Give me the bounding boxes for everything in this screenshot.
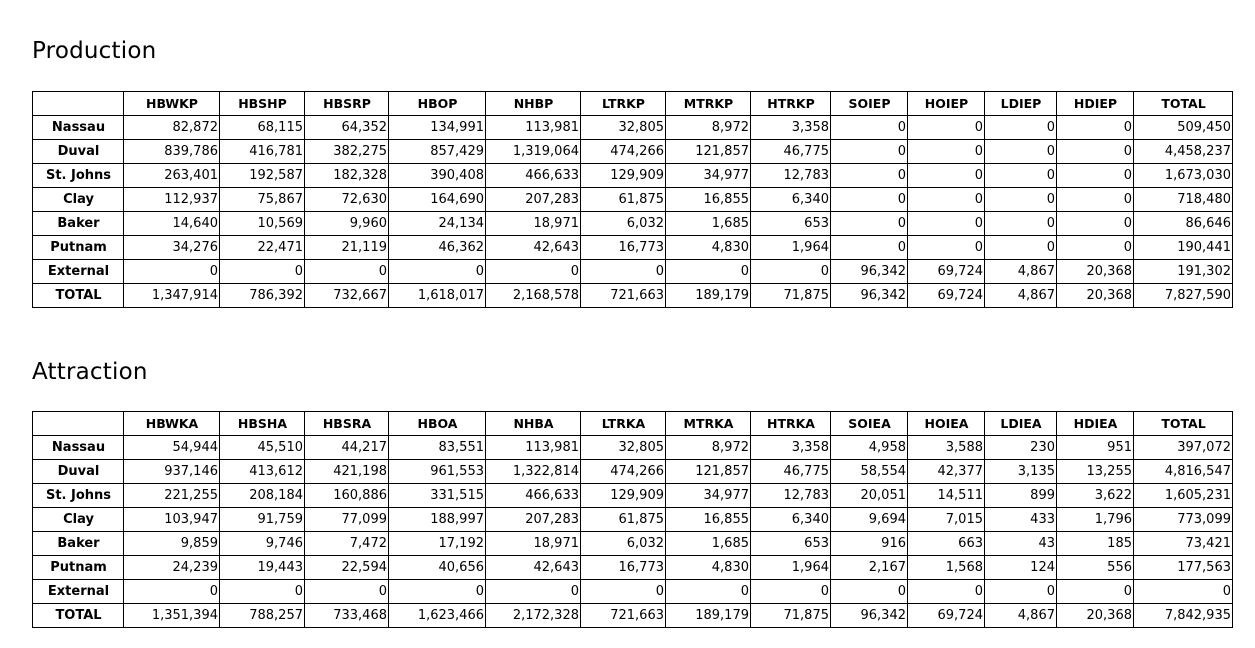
table-cell: 113,981 [486, 436, 581, 460]
table-row [33, 188, 1233, 212]
attraction-title: Attraction [32, 359, 148, 385]
column-header: NHBA [486, 412, 581, 436]
table-cell: 14,640 [124, 212, 220, 236]
table-cell: 721,663 [581, 284, 666, 308]
table-cell: 382,275 [305, 140, 389, 164]
column-header: HTRKP [751, 92, 831, 116]
table-cell: 0 [1057, 164, 1134, 188]
table-cell: 82,872 [124, 116, 220, 140]
table-cell: 42,643 [486, 236, 581, 260]
table-cell: 786,392 [220, 284, 305, 308]
table-cell: 0 [666, 580, 751, 604]
table-cell: 1,605,231 [1134, 484, 1233, 508]
table-cell: 7,842,935 [1134, 604, 1233, 628]
table-row [33, 436, 1233, 460]
column-header: HBSHP [220, 92, 305, 116]
table-cell: 0 [985, 116, 1057, 140]
table-cell: 16,855 [666, 508, 751, 532]
table-cell: 113,981 [486, 116, 581, 140]
table-cell: 0 [1057, 236, 1134, 260]
table-cell: 839,786 [124, 140, 220, 164]
table-row [33, 284, 1233, 308]
table-cell: 397,072 [1134, 436, 1233, 460]
table-cell: 3,622 [1057, 484, 1134, 508]
table-cell: 263,401 [124, 164, 220, 188]
row-label: St. Johns [33, 484, 124, 508]
table-cell: 3,135 [985, 460, 1057, 484]
table-cell: 663 [908, 532, 985, 556]
table-cell: 1,796 [1057, 508, 1134, 532]
column-header: TOTAL [1134, 92, 1233, 116]
table-cell: 1,964 [751, 556, 831, 580]
table-cell: 42,377 [908, 460, 985, 484]
table-cell: 413,612 [220, 460, 305, 484]
table-cell: 733,468 [305, 604, 389, 628]
table-cell: 7,472 [305, 532, 389, 556]
row-label: Putnam [33, 556, 124, 580]
table-cell: 19,443 [220, 556, 305, 580]
table-cell: 230 [985, 436, 1057, 460]
table-cell: 509,450 [1134, 116, 1233, 140]
table-cell: 773,099 [1134, 508, 1233, 532]
table-cell: 0 [908, 140, 985, 164]
table-cell: 3,588 [908, 436, 985, 460]
table-cell: 1,568 [908, 556, 985, 580]
table-row [33, 260, 1233, 284]
table-cell: 68,115 [220, 116, 305, 140]
column-header: NHBP [486, 92, 581, 116]
table-cell: 0 [581, 580, 666, 604]
table-cell: 83,551 [389, 436, 486, 460]
table-cell: 0 [1057, 116, 1134, 140]
table-cell: 0 [220, 260, 305, 284]
table-cell: 4,867 [985, 604, 1057, 628]
table-row [33, 140, 1233, 164]
table-cell: 0 [305, 260, 389, 284]
table-cell: 96,342 [831, 284, 908, 308]
table-cell: 188,997 [389, 508, 486, 532]
table-cell: 32,805 [581, 436, 666, 460]
row-label: External [33, 260, 124, 284]
table-cell: 8,972 [666, 116, 751, 140]
table-cell: 4,816,547 [1134, 460, 1233, 484]
table-cell: 0 [831, 580, 908, 604]
table-cell: 72,630 [305, 188, 389, 212]
table-row [33, 236, 1233, 260]
table-cell: 61,875 [581, 188, 666, 212]
table-cell: 2,167 [831, 556, 908, 580]
table-cell: 4,458,237 [1134, 140, 1233, 164]
table-cell: 7,827,590 [1134, 284, 1233, 308]
table-cell: 77,099 [305, 508, 389, 532]
table-row [33, 212, 1233, 236]
table-cell: 2,172,328 [486, 604, 581, 628]
table-cell: 0 [831, 140, 908, 164]
table-row [33, 532, 1233, 556]
table-row [33, 604, 1233, 628]
column-header: LDIEA [985, 412, 1057, 436]
table-cell: 0 [220, 580, 305, 604]
column-header: TOTAL [1134, 412, 1233, 436]
table-cell: 0 [908, 164, 985, 188]
table-cell: 474,266 [581, 140, 666, 164]
row-label: St. Johns [33, 164, 124, 188]
table-cell: 4,830 [666, 556, 751, 580]
table-cell: 6,340 [751, 508, 831, 532]
column-header: HDIEP [1057, 92, 1134, 116]
column-header: LTRKP [581, 92, 666, 116]
table-cell: 54,944 [124, 436, 220, 460]
table-cell: 0 [751, 580, 831, 604]
row-label: Nassau [33, 116, 124, 140]
table-cell: 0 [908, 116, 985, 140]
table-cell: 1,623,466 [389, 604, 486, 628]
table-cell: 0 [831, 236, 908, 260]
table-cell: 1,685 [666, 532, 751, 556]
table-cell: 4,867 [985, 260, 1057, 284]
table-cell: 96,342 [831, 260, 908, 284]
column-header: HBOA [389, 412, 486, 436]
table-cell: 22,594 [305, 556, 389, 580]
table-cell: 4,830 [666, 236, 751, 260]
column-header: HTRKA [751, 412, 831, 436]
table-cell: 69,724 [908, 604, 985, 628]
column-header: HOIEA [908, 412, 985, 436]
table-cell: 13,255 [1057, 460, 1134, 484]
table-cell: 46,775 [751, 460, 831, 484]
table-cell: 190,441 [1134, 236, 1233, 260]
table-cell: 207,283 [486, 188, 581, 212]
table-cell: 9,960 [305, 212, 389, 236]
table-cell: 129,909 [581, 164, 666, 188]
table-cell: 0 [908, 236, 985, 260]
table-cell: 192,587 [220, 164, 305, 188]
column-header: HBSHA [220, 412, 305, 436]
table-body [33, 436, 1233, 628]
column-header: MTRKP [666, 92, 751, 116]
table-cell: 42,643 [486, 556, 581, 580]
table-cell: 718,480 [1134, 188, 1233, 212]
table-cell: 34,276 [124, 236, 220, 260]
table-cell: 6,032 [581, 532, 666, 556]
table-cell: 0 [985, 140, 1057, 164]
row-label: TOTAL [33, 284, 124, 308]
table-cell: 0 [389, 580, 486, 604]
table-cell: 6,340 [751, 188, 831, 212]
table-cell: 0 [908, 188, 985, 212]
table-cell: 32,805 [581, 116, 666, 140]
table-cell: 0 [486, 260, 581, 284]
table-cell: 45,510 [220, 436, 305, 460]
table-cell: 64,352 [305, 116, 389, 140]
table-cell: 4,958 [831, 436, 908, 460]
table-cell: 0 [908, 212, 985, 236]
table-cell: 951 [1057, 436, 1134, 460]
table-cell: 20,368 [1057, 604, 1134, 628]
table-cell: 177,563 [1134, 556, 1233, 580]
table-cell: 390,408 [389, 164, 486, 188]
table-cell: 1,685 [666, 212, 751, 236]
column-header: LDIEP [985, 92, 1057, 116]
table-cell: 121,857 [666, 460, 751, 484]
table-cell: 24,134 [389, 212, 486, 236]
table-cell: 46,775 [751, 140, 831, 164]
table-cell: 46,362 [389, 236, 486, 260]
table-cell: 24,239 [124, 556, 220, 580]
table-cell: 134,991 [389, 116, 486, 140]
table-cell: 124 [985, 556, 1057, 580]
table-cell: 416,781 [220, 140, 305, 164]
table-cell: 12,783 [751, 164, 831, 188]
table-cell: 160,886 [305, 484, 389, 508]
table-cell: 937,146 [124, 460, 220, 484]
table-cell: 0 [831, 116, 908, 140]
table-cell: 1,618,017 [389, 284, 486, 308]
table-cell: 34,977 [666, 484, 751, 508]
table-cell: 857,429 [389, 140, 486, 164]
column-header: HBOP [389, 92, 486, 116]
table-cell: 0 [751, 260, 831, 284]
corner-header-cell [33, 412, 124, 436]
table-cell: 16,855 [666, 188, 751, 212]
table-cell: 1,347,914 [124, 284, 220, 308]
table-cell: 0 [831, 212, 908, 236]
table-row [33, 116, 1233, 140]
table-cell: 0 [581, 260, 666, 284]
table-cell: 91,759 [220, 508, 305, 532]
table-cell: 0 [1057, 140, 1134, 164]
table-cell: 71,875 [751, 604, 831, 628]
table-cell: 191,302 [1134, 260, 1233, 284]
table-cell: 112,937 [124, 188, 220, 212]
table-cell: 0 [124, 260, 220, 284]
table-cell: 0 [985, 236, 1057, 260]
table-cell: 22,471 [220, 236, 305, 260]
table-cell: 164,690 [389, 188, 486, 212]
table-cell: 421,198 [305, 460, 389, 484]
table-cell: 0 [1134, 580, 1233, 604]
table-cell: 653 [751, 532, 831, 556]
table-cell: 96,342 [831, 604, 908, 628]
table-cell: 0 [831, 164, 908, 188]
table-cell: 653 [751, 212, 831, 236]
column-header: MTRKA [666, 412, 751, 436]
column-header: LTRKA [581, 412, 666, 436]
table-cell: 44,217 [305, 436, 389, 460]
table-cell: 331,515 [389, 484, 486, 508]
table-cell: 58,554 [831, 460, 908, 484]
table-cell: 121,857 [666, 140, 751, 164]
row-label: Duval [33, 140, 124, 164]
table-cell: 556 [1057, 556, 1134, 580]
table-cell: 0 [1057, 188, 1134, 212]
table-cell: 1,964 [751, 236, 831, 260]
column-header: SOIEA [831, 412, 908, 436]
table-cell: 0 [305, 580, 389, 604]
row-label: Clay [33, 188, 124, 212]
table-cell: 2,168,578 [486, 284, 581, 308]
table-cell: 34,977 [666, 164, 751, 188]
table-cell: 433 [985, 508, 1057, 532]
column-header: HBWKP [124, 92, 220, 116]
table-cell: 14,511 [908, 484, 985, 508]
table-cell: 71,875 [751, 284, 831, 308]
table-cell: 40,656 [389, 556, 486, 580]
column-header: HBSRP [305, 92, 389, 116]
table-cell: 75,867 [220, 188, 305, 212]
table-cell: 10,569 [220, 212, 305, 236]
table-cell: 18,971 [486, 532, 581, 556]
table-cell: 0 [1057, 580, 1134, 604]
table-row [33, 164, 1233, 188]
table-cell: 0 [985, 212, 1057, 236]
table-row [33, 580, 1233, 604]
table-cell: 0 [486, 580, 581, 604]
table-cell: 0 [124, 580, 220, 604]
row-label: Clay [33, 508, 124, 532]
table-cell: 208,184 [220, 484, 305, 508]
table-cell: 18,971 [486, 212, 581, 236]
table-cell: 86,646 [1134, 212, 1233, 236]
table-cell: 21,119 [305, 236, 389, 260]
corner-header-cell [33, 92, 124, 116]
attraction-table [32, 411, 1233, 628]
table-cell: 73,421 [1134, 532, 1233, 556]
table-cell: 788,257 [220, 604, 305, 628]
table-cell: 916 [831, 532, 908, 556]
table-cell: 103,947 [124, 508, 220, 532]
table-row [33, 460, 1233, 484]
table-cell: 8,972 [666, 436, 751, 460]
table-cell: 0 [831, 188, 908, 212]
table-body [33, 116, 1233, 308]
table-cell: 961,553 [389, 460, 486, 484]
table-cell: 185 [1057, 532, 1134, 556]
table-cell: 0 [985, 164, 1057, 188]
table-cell: 0 [985, 580, 1057, 604]
table-cell: 16,773 [581, 236, 666, 260]
table-cell: 221,255 [124, 484, 220, 508]
table-row [33, 484, 1233, 508]
table-cell: 6,032 [581, 212, 666, 236]
table-cell: 69,724 [908, 284, 985, 308]
table-cell: 0 [666, 260, 751, 284]
table-cell: 3,358 [751, 116, 831, 140]
row-label: TOTAL [33, 604, 124, 628]
row-label: Duval [33, 460, 124, 484]
production-title: Production [32, 38, 157, 64]
column-header: HBSRA [305, 412, 389, 436]
header-row [33, 92, 1233, 116]
table-cell: 1,673,030 [1134, 164, 1233, 188]
table-cell: 721,663 [581, 604, 666, 628]
table-cell: 9,859 [124, 532, 220, 556]
row-label: External [33, 580, 124, 604]
production-table [32, 91, 1233, 308]
table-row [33, 508, 1233, 532]
table-cell: 9,746 [220, 532, 305, 556]
table-row [33, 556, 1233, 580]
column-header: HBWKA [124, 412, 220, 436]
table-cell: 189,179 [666, 284, 751, 308]
table-cell: 0 [908, 580, 985, 604]
table-cell: 0 [389, 260, 486, 284]
table-cell: 1,322,814 [486, 460, 581, 484]
table-cell: 899 [985, 484, 1057, 508]
table-cell: 189,179 [666, 604, 751, 628]
table-cell: 207,283 [486, 508, 581, 532]
table-cell: 474,266 [581, 460, 666, 484]
table-cell: 4,867 [985, 284, 1057, 308]
table-cell: 20,051 [831, 484, 908, 508]
column-header: HDIEA [1057, 412, 1134, 436]
table-cell: 732,667 [305, 284, 389, 308]
header-row [33, 412, 1233, 436]
table-cell: 12,783 [751, 484, 831, 508]
row-label: Baker [33, 212, 124, 236]
column-header: HOIEP [908, 92, 985, 116]
row-label: Nassau [33, 436, 124, 460]
table-cell: 20,368 [1057, 284, 1134, 308]
table-cell: 3,358 [751, 436, 831, 460]
table-cell: 466,633 [486, 164, 581, 188]
row-label: Baker [33, 532, 124, 556]
table-cell: 61,875 [581, 508, 666, 532]
table-cell: 7,015 [908, 508, 985, 532]
table-cell: 1,351,394 [124, 604, 220, 628]
table-cell: 0 [985, 188, 1057, 212]
table-cell: 182,328 [305, 164, 389, 188]
table-cell: 69,724 [908, 260, 985, 284]
table-cell: 20,368 [1057, 260, 1134, 284]
table-cell: 1,319,064 [486, 140, 581, 164]
table-cell: 17,192 [389, 532, 486, 556]
column-header: SOIEP [831, 92, 908, 116]
table-cell: 43 [985, 532, 1057, 556]
table-cell: 9,694 [831, 508, 908, 532]
table-cell: 129,909 [581, 484, 666, 508]
table-cell: 0 [1057, 212, 1134, 236]
table-cell: 16,773 [581, 556, 666, 580]
table-cell: 466,633 [486, 484, 581, 508]
row-label: Putnam [33, 236, 124, 260]
